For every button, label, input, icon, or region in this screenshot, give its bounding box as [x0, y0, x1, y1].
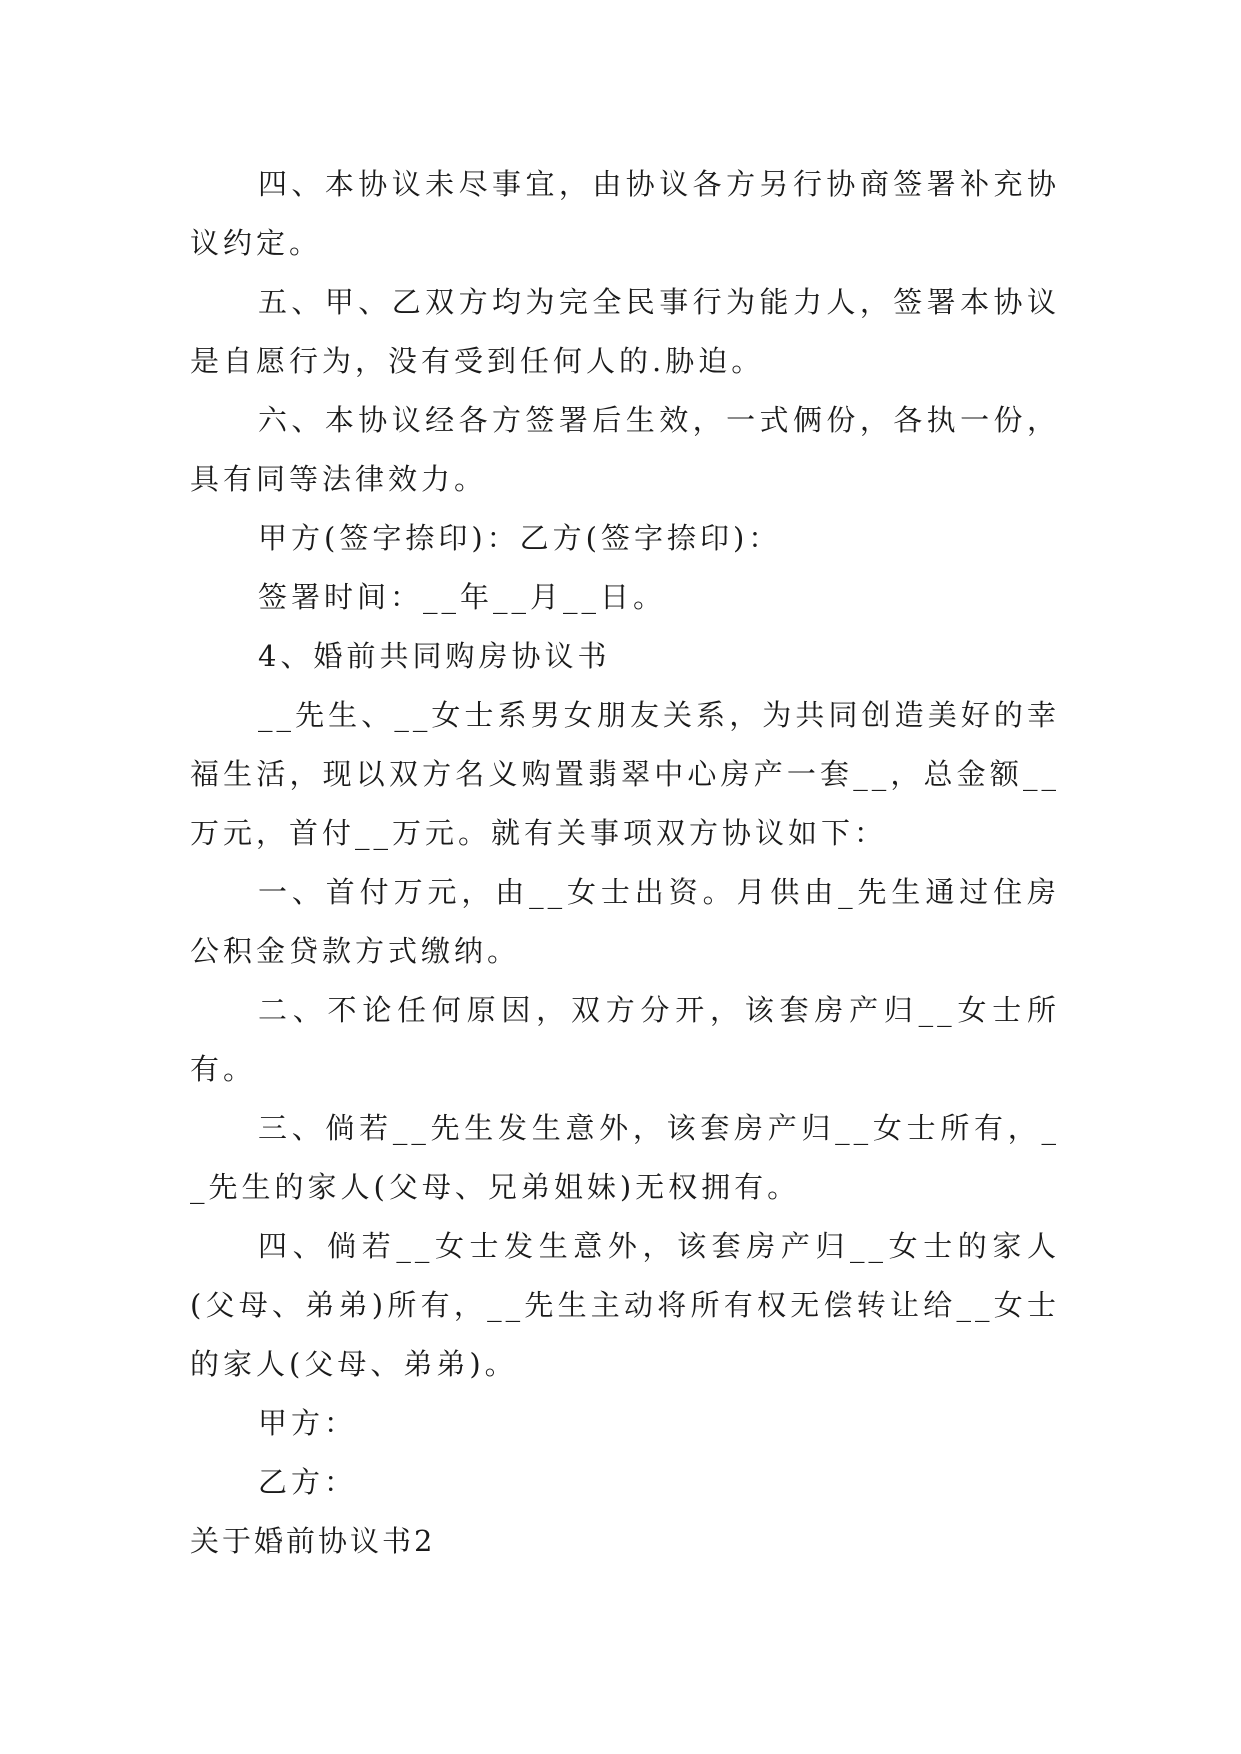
party-b-line: 乙方：	[258, 1465, 358, 1499]
signature-line: 甲方(签字捺印)：乙方(签字捺印)：	[258, 521, 782, 555]
signing-date-line: 签署时间：__年__月__日。	[258, 580, 667, 614]
paragraph-intro: __先生、__女士系男女朋友关系，为共同创造美好的幸福生活，现以双方名义购置翡翠中心房产一套__，总金额__万元，首付__万元。就有关事项双方协议如下：	[190, 698, 1060, 850]
subsection-title: 4、婚前共同购房协议书	[258, 639, 611, 673]
paragraph-clause-2: 二、不论任何原因，双方分开，该套房产归__女士所有。	[190, 993, 1060, 1086]
paragraph-clause-1: 一、首付万元，由__女士出资。月供由_先生通过住房公积金贷款方式缴纳。	[190, 875, 1060, 968]
section-heading: 关于婚前协议书2	[190, 1524, 436, 1558]
paragraph-article-6: 六、本协议经各方签署后生效，一式俩份，各执一份，具有同等法律效力。	[190, 403, 1060, 496]
paragraph-clause-4: 四、倘若__女士发生意外，该套房产归__女士的家人(父母、弟弟)所有，__先生主动将所有权无偿转让给__女士的家人(父母、弟弟)。	[190, 1229, 1060, 1381]
party-a-line: 甲方：	[258, 1406, 358, 1440]
paragraph-article-5: 五、甲、乙双方均为完全民事行为能力人，签署本协议是自愿行为，没有受到任何人的.胁迫。	[190, 285, 1060, 378]
paragraph-article-4: 四、本协议未尽事宜，由协议各方另行协商签署补充协议约定。	[190, 167, 1060, 260]
document-body	[190, 155, 1060, 1571]
paragraph-clause-3: 三、倘若__先生发生意外，该套房产归__女士所有，__先生的家人(父母、兄弟姐妹)无权拥有。	[190, 1111, 1060, 1204]
